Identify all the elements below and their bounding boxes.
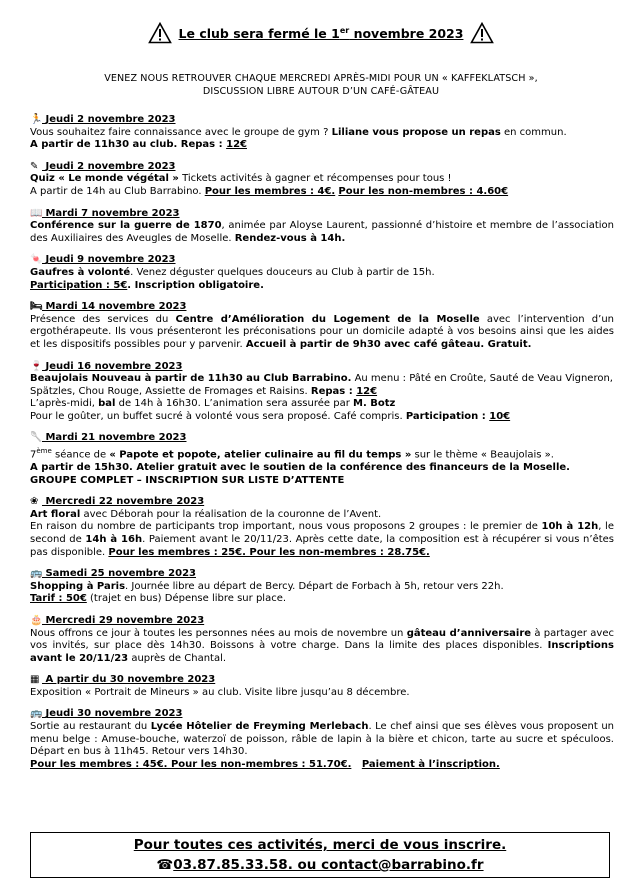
event-date: ❀ Mercredi 22 novembre 2023 bbox=[30, 496, 205, 508]
spoon-icon: 🥄 bbox=[30, 432, 43, 444]
phone-icon: ☎ bbox=[156, 857, 174, 873]
cake-icon: 🎂 bbox=[30, 614, 43, 626]
closure-notice bbox=[0, 22, 642, 44]
event-waffles: 🍬 Jeudi 9 novembre 2023 Gaufres à volonté. Venez déguster quelques douceurs au Club à partir de 15h. Participation : 5€. Inscription obligatoire. bbox=[30, 254, 614, 292]
event-paris-shopping: 🚌 Samedi 25 novembre 2023 Shopping à Paris. Journée libre au départ de Bercy. Départ de Forbach à 5h, retour vers 22h. Tarif : 50€ (trajet en bus) Dépense libre sur place. bbox=[30, 568, 614, 606]
event-date: 🚌 Jeudi 30 novembre 2023 bbox=[30, 708, 183, 720]
event-birthday: 🎂 Mercredi 29 novembre 2023 Nous offrons ce jour à toutes les personnes nées au mois de novembre un gâteau d’anniversaire à partager avec vos invités, sur place dès 14h30. Boissons à votre charge. Dans la limite des places disponibles. Inscriptions avant le 20/11/23 auprès de Chantal. bbox=[30, 614, 615, 664]
warning-icon bbox=[470, 22, 494, 44]
wine-glass-icon: 🍷 bbox=[30, 360, 43, 372]
event-date: 🍷 Jeudi 16 novembre 2023 bbox=[30, 360, 183, 372]
candy-icon: 🍬 bbox=[30, 254, 43, 266]
event-floral-art: ❀ Mercredi 22 novembre 2023 Art floral avec Déborah pour la réalisation de la couronne de l’Avent. En raison du nombre de participants trop important, nous vous proposons 2 groupes : le premier de 10h à 12h, le second de 14h à 16h. Paiement avant le 20/11/23. Après cette date, la composition est à récupérer si vous n’êtes pas disponible. Pour les membres : 25€. Pour les non-membres : 28.75€. bbox=[30, 496, 615, 558]
event-conference: 📖 Mardi 7 novembre 2023 Conférence sur la guerre de 1870, animée par Aloyse Laurent, passionné d’histoire et membre de l’association des Auxiliaires des Aveugles de Moselle. Rendez-vous à 14h. bbox=[30, 207, 614, 244]
runner-icon: 🏃 bbox=[30, 114, 43, 125]
book-icon: 📖 bbox=[30, 207, 43, 219]
event-exhibition: ▦ A partir du 30 novembre 2023 Exposition « Portrait de Mineurs » au club. Visite libre jusqu’au 8 décembre. bbox=[30, 674, 614, 699]
event-date: 🍬 Jeudi 9 novembre 2023 bbox=[30, 254, 176, 266]
intro-line-2: DISCUSSION LIBRE AUTOUR D’UN CAFÉ-GÂTEAU bbox=[202, 86, 440, 97]
event-date: 🎂 Mercredi 29 novembre 2023 bbox=[30, 614, 205, 626]
bus-icon: 🚌 bbox=[30, 708, 43, 720]
bed-icon: 🛏 bbox=[30, 301, 43, 313]
events-list bbox=[30, 114, 614, 780]
event-restaurant: 🚌 Jeudi 30 novembre 2023 Sortie au restaurant du Lycée Hôtelier de Freyming Merlebach. Le chef ainsi que ses élèves vous proposent un menu belge : Amuse-bouche, waterzoï de poisson, râble de lapin à la bière et chicon, tarte au sucre et spéculoos. Départ en bus à 11h45. Retour vers 14h30. Pour les membres : 45€. Pour les non-membres : 51.70€. Paiement à l’inscription. bbox=[30, 708, 614, 770]
event-date: ▦ A partir du 30 novembre 2023 bbox=[30, 674, 216, 686]
picture-icon: ▦ bbox=[30, 674, 40, 686]
event-date: 🛏 Mardi 14 novembre 2023 bbox=[30, 301, 187, 313]
bus-icon: 🚌 bbox=[30, 568, 43, 580]
event-date: ✎ Jeudi 2 novembre 2023 bbox=[30, 160, 176, 172]
event-date: 📖 Mardi 7 novembre 2023 bbox=[30, 207, 180, 219]
event-housing: 🛏 Mardi 14 novembre 2023 Présence des services du Centre d’Amélioration du Logement de la Moselle avec l’intervention d’un ergothérapeute. Ils vous présenteront les préconisations pour un domicile adapté à vos besoins ainsi que les aides et les dispositifs possibles pour y parvenir. Accueil à partir de 9h30 avec café gâteau. Gratuit. bbox=[30, 301, 614, 350]
event-date: 🚌 Samedi 25 novembre 2023 bbox=[30, 568, 196, 580]
intro-kaffeklatsch bbox=[40, 72, 602, 98]
event-date: 🏃 Jeudi 2 novembre 2023 bbox=[30, 114, 176, 125]
event-cooking: 🥄 Mardi 21 novembre 2023 7ème séance de « Papote et popote, atelier culinaire au fil du temps » sur le thème « Beaujolais ». A partir de 15h30. Atelier gratuit avec le soutien de la conférence des financeurs de la Moselle. GROUPE COMPLET – INSCRIPTION SUR LISTE D’ATTENTE bbox=[30, 432, 614, 487]
flower-icon: ❀ bbox=[30, 496, 39, 508]
signup-text: Pour toutes ces activités, merci de vous inscrire. bbox=[133, 837, 507, 853]
event-beaujolais: 🍷 Jeudi 16 novembre 2023 Beaujolais Nouveau à partir de 11h30 au Club Barrabino. Au menu : Pâté en Croûte, Sauté de Veau Vigneron, Spätzles, Chou Rouge, Assiette de Fromages et Raisins. Repas : 12€ L’après-midi, bal de 14h à 16h30. L’animation sera assurée par M. Botz Pour le goûter, un buffet sucré à volonté vous sera proposé. Café compris. Participation : 10€ bbox=[30, 360, 613, 422]
event-quiz: ✎ Jeudi 2 novembre 2023 Quiz « Le monde végétal » Tickets activités à gagner et récompenses pour tous ! A partir de 14h au Club Barrabino. Pour les membres : 4€. Pour les non-membres : 4.60€ bbox=[30, 161, 614, 199]
event-date: 🥄 Mardi 21 novembre 2023 bbox=[30, 432, 187, 444]
closure-text: Le club sera fermé le 1er novembre 2023 bbox=[178, 25, 464, 41]
contact-line: ☎03.87.85.33.58. ou contact@barrabino.fr bbox=[156, 857, 484, 873]
signup-box bbox=[30, 832, 610, 878]
warning-icon bbox=[148, 22, 172, 44]
pencil-icon: ✎ bbox=[30, 160, 39, 172]
event-gym-lunch: 🏃 Jeudi 2 novembre 2023 Vous souhaitez faire connaissance avec le groupe de gym ? Liliane vous propose un repas en commun. A partir de 11h30 au club. Repas : 12€ bbox=[30, 114, 614, 152]
intro-line-1: VENEZ NOUS RETROUVER CHAQUE MERCREDI APRÈS-MIDI POUR UN « KAFFEKLATSCH », bbox=[104, 73, 538, 84]
